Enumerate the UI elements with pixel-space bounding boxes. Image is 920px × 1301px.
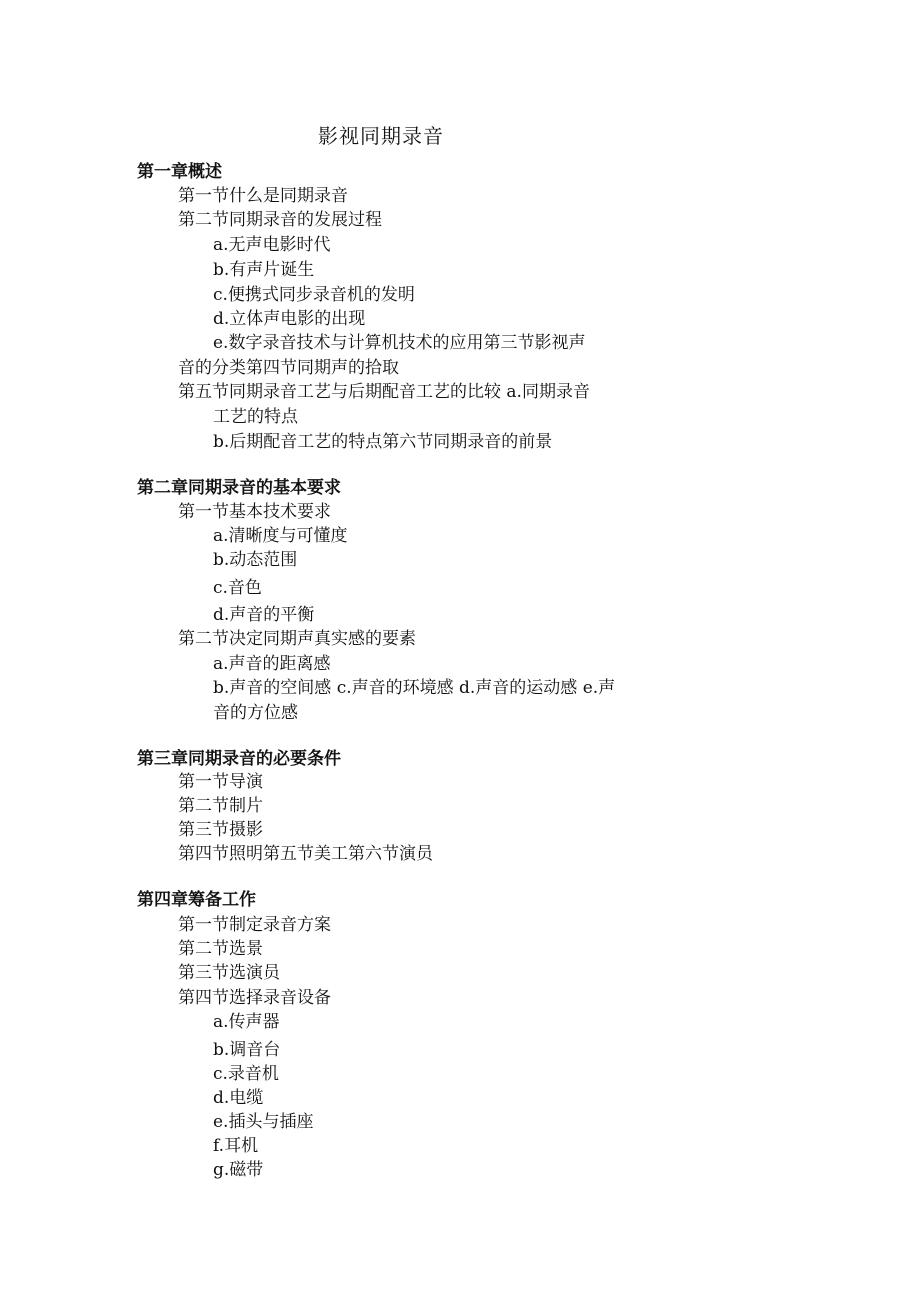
subsection-line: f.耳机 (213, 1136, 259, 1156)
subsection-line: e.数字录音技术与计算机技术的应用第三节影视声 (213, 333, 586, 353)
section-line: 第二节选景 (178, 939, 263, 959)
continuation-line: 音的分类第四节同期声的拾取 (178, 358, 399, 378)
subsection-line: d.立体声电影的出现 (213, 309, 366, 329)
chapter-heading: 第四章筹备工作 (137, 890, 256, 910)
subsection-line: a.声音的距离感 (213, 654, 331, 674)
section-line: 第二节同期录音的发展过程 (178, 210, 382, 230)
subsection-line: e.插头与插座 (213, 1112, 314, 1132)
subsection-line: b.动态范围 (213, 550, 298, 570)
section-line: 第四节选择录音设备 (178, 988, 331, 1008)
document-title: 影视同期录音 (318, 124, 444, 148)
chapter-heading: 第二章同期录音的基本要求 (137, 478, 341, 498)
section-line: 第一节导演 (178, 772, 263, 792)
section-line: 第三节摄影 (178, 820, 263, 840)
subsection-line: a.传声器 (213, 1012, 280, 1032)
subsection-line: a.无声电影时代 (213, 235, 331, 255)
section-line: 第一节制定录音方案 (178, 915, 331, 935)
subsection-line: d.声音的平衡 (213, 605, 315, 625)
subsection-line: c.音色 (213, 578, 262, 598)
chapter-heading: 第一章概述 (137, 162, 222, 182)
subsection-line: b.调音台 (213, 1040, 281, 1060)
chapter-heading: 第三章同期录音的必要条件 (137, 749, 341, 769)
subsection-line: g.磁带 (213, 1160, 264, 1180)
section-line: 第五节同期录音工艺与后期配音工艺的比较 a.同期录音 (178, 382, 590, 402)
subsection-line: c.录音机 (213, 1064, 279, 1084)
subsection-line: b.后期配音工艺的特点第六节同期录音的前景 (213, 432, 553, 452)
continuation-line: 音的方位感 (213, 703, 298, 723)
section-line: 第二节决定同期声真实感的要素 (178, 629, 416, 649)
section-line: 第二节制片 (178, 796, 263, 816)
section-line: 第三节选演员 (178, 963, 280, 983)
subsection-line: b.声音的空间感 c.声音的环境感 d.声音的运动感 e.声 (213, 678, 616, 698)
subsection-line: a.清晰度与可懂度 (213, 526, 348, 546)
subsection-line: d.电缆 (213, 1088, 264, 1108)
section-line: 第一节什么是同期录音 (178, 186, 348, 206)
section-line: 第一节基本技术要求 (178, 502, 331, 522)
section-line: 第四节照明第五节美工第六节演员 (178, 844, 433, 864)
subsection-line: b.有声片诞生 (213, 260, 315, 280)
continuation-line: 工艺的特点 (213, 407, 298, 427)
subsection-line: c.便携式同步录音机的发明 (213, 285, 415, 305)
